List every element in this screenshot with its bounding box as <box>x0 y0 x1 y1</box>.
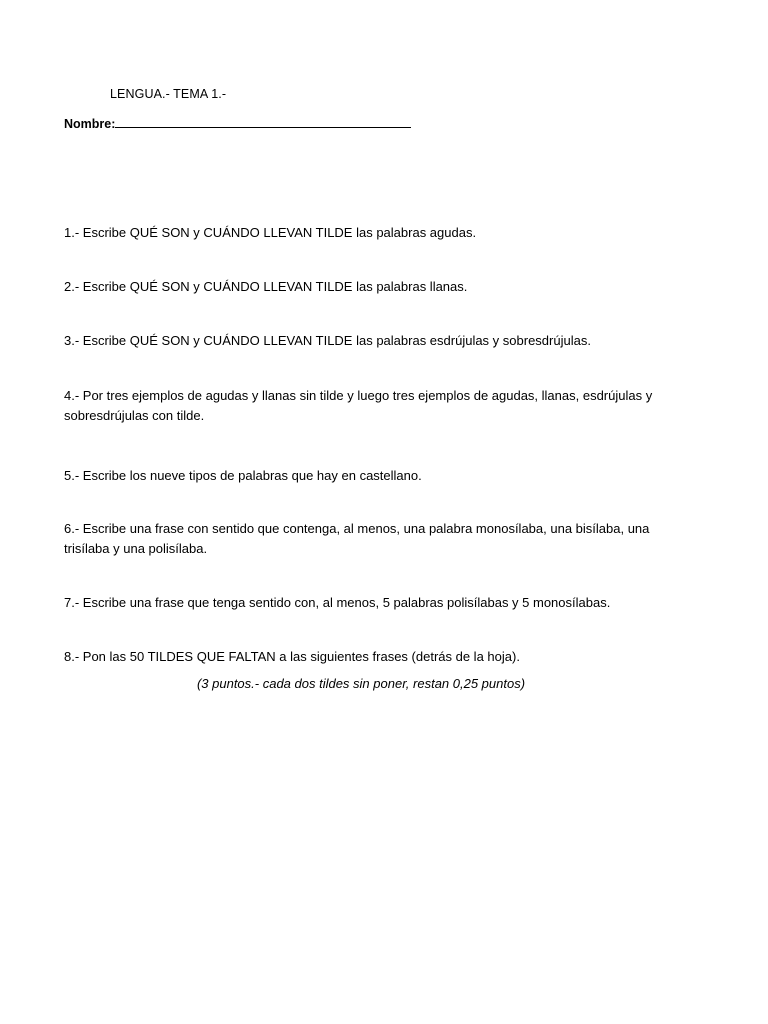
question-5: 5.- Escribe los nueve tipos de palabras que hay en castellano. <box>64 468 422 483</box>
name-field-row <box>64 115 411 131</box>
question-1: 1.- Escribe QUÉ SON y CUÁNDO LLEVAN TILDE las palabras agudas. <box>64 225 477 240</box>
name-label: Nombre: <box>64 117 116 131</box>
question-6: 6.- Escribe una frase con sentido que contenga, al menos, una palabra monosílaba, una bisílaba, una trisílaba y una polisílaba. <box>64 521 650 556</box>
scoring-note: (3 puntos.- cada dos tildes sin poner, restan 0,25 puntos) <box>196 676 526 691</box>
question-7: 7.- Escribe una frase que tenga sentido con, al menos, 5 palabras polisílabas y 5 monosílabas. <box>64 595 611 610</box>
question-3: 3.- Escribe QUÉ SON y CUÁNDO LLEVAN TILDE las palabras esdrújulas y sobresdrújulas. <box>64 333 591 348</box>
question-4: 4.- Por tres ejemplos de agudas y llanas sin tilde y luego tres ejemplos de agudas, llanas, esdrújulas y sobresdrújulas con tilde. <box>64 388 653 423</box>
question-8: 8.- Pon las 50 TILDES QUE FALTAN a las siguientes frases (detrás de la hoja). <box>64 649 520 664</box>
question-2: 2.- Escribe QUÉ SON y CUÁNDO LLEVAN TILDE las palabras llanas. <box>64 279 468 294</box>
page-title: LENGUA.- TEMA 1.- <box>110 87 227 101</box>
name-blank-line <box>115 115 411 128</box>
